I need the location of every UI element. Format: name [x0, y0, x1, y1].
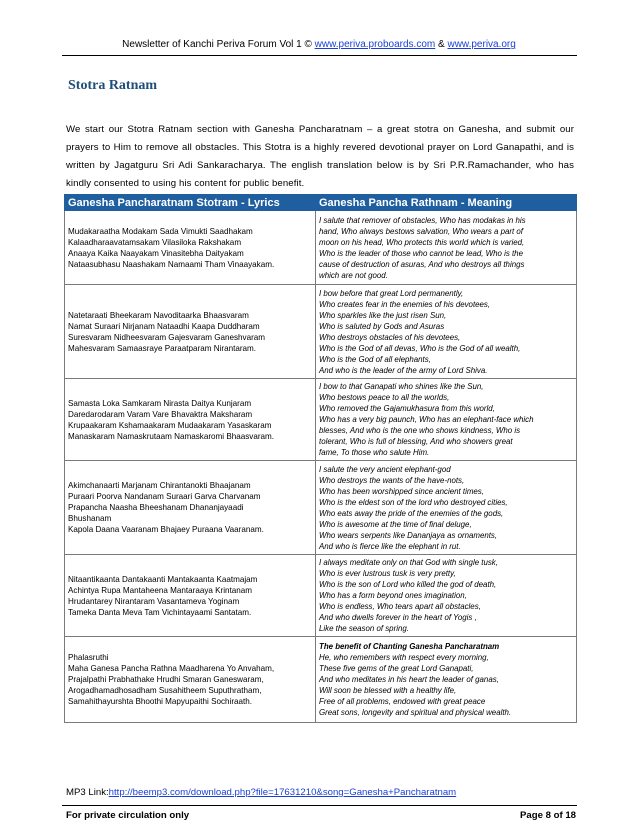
- lyrics-line: Mahesvaram Samaasraye Paraatparam Nirantaram.: [68, 343, 257, 353]
- meaning-line: Who is awesome at the time of final deluge,: [319, 519, 472, 529]
- meaning-line: Who is saluted by Gods and Asuras: [319, 321, 445, 331]
- lyrics-line: Namat Suraari Nirjanam Nataadhi Kaapa Duddharam: [68, 321, 260, 331]
- stotram-table: [64, 194, 577, 723]
- meaning-line: moon on his head, Who protects this world which is varied,: [319, 237, 525, 247]
- lyrics-cell: [65, 637, 316, 723]
- meaning-line: He, who remembers with respect every morning,: [319, 653, 489, 662]
- lyrics-line: Anaaya Kaika Naayakam Vinasitebha Daityakam: [68, 248, 244, 258]
- table-row: [65, 637, 577, 723]
- meaning-line: Who has a form beyond ones imagination,: [319, 591, 467, 600]
- lyrics-line: Kalaadharaavatamsakam Vilasiloka Rakshakam: [68, 237, 242, 247]
- mp3-link[interactable]: http://beemp3.com/download.php?file=17631210&song=Ganesha+Pancharatnam: [108, 787, 457, 798]
- meaning-line: And who is the leader of the army of Lord Shiva.: [319, 365, 488, 375]
- meaning-line: I always meditate only on that God with single tusk,: [319, 558, 498, 567]
- lyrics-line: Daredarodaram Varam Vare Bhavaktra Maksharam: [68, 409, 253, 419]
- meaning-cell: [316, 637, 577, 723]
- meaning-line: And who is fierce like the elephant in rut.: [319, 541, 461, 551]
- meaning-line: Who destroys the wants of the have-nots,: [319, 475, 465, 485]
- footer-circulation-note: For private circulation only: [66, 810, 190, 821]
- meaning-line: Who is the God of all elephants,: [319, 354, 431, 364]
- meaning-line: Who eats away the pride of the enemies of the gods,: [319, 508, 504, 518]
- lyrics-line: Samahithayurshta Bhoothi Mapyupaithi Sochiraath.: [68, 697, 253, 706]
- table-row: [65, 211, 577, 285]
- section-title: Stotra Ratnam: [68, 78, 158, 93]
- header-divider: [62, 55, 577, 56]
- lyrics-cell: [65, 285, 316, 379]
- meaning-cell: [316, 379, 577, 461]
- meaning-line: hand, Who always bestows salvation, Who wears a part of: [319, 226, 523, 236]
- meaning-line: blesses, And who is the one who shows kindness, Who is: [319, 426, 521, 435]
- meaning-line: Who has a very big paunch, Who has an elephant-face which: [319, 415, 534, 424]
- lyrics-line: Mudakaraatha Modakam Sada Vimukti Saadhakam: [68, 226, 253, 236]
- meaning-line: Who wears serpents like Dananjaya as ornaments,: [319, 530, 498, 540]
- lyrics-line: Krupaakaram Kshamaakaram Mudaakaram Yasaskaram: [68, 420, 272, 430]
- meaning-line: I salute the very ancient elephant-god: [319, 464, 451, 474]
- lyrics-line: Manaskaram Namaskrutaam Namaskaromi Bhaasvaram.: [68, 431, 275, 441]
- intro-paragraph: We start our Stotra Ratnam section with Ganesha Pancharatnam – a great stotra on Ganesha, and submit our prayers to Him to remove all obstacles. This Stotra is a highly revered devotional prayer on Lord Ganapathi, and is written by Jagatguru Sri Adi Sankaracharya. The english translation below is by Sri P.R.Ramachander, who has kindly consented to using his content for public benefit.: [66, 124, 574, 189]
- lyrics-line: Tameka Danta Meva Tam Vichintayaami Santatam.: [68, 607, 252, 617]
- meaning-line: cause of destruction of asuras, And who destroys all things: [319, 259, 525, 269]
- lyrics-line: Samasta Loka Samkaram Nirasta Daitya Kunjaram: [68, 398, 252, 408]
- lyrics-line: Nitaantikaanta Dantakaanti Mantakaanta Kaatmajam: [68, 574, 258, 584]
- lyrics-line: Achintya Rupa Mantaheena Mantaraaya Krintanam: [68, 585, 253, 595]
- meaning-line: tolerant, Who is full of blessing, And who showers great: [319, 437, 513, 446]
- page-number: Page 8 of 18: [520, 810, 576, 821]
- meaning-line: Great sons, longevity and spiritual and physical wealth.: [319, 708, 512, 717]
- mp3-link-line: [66, 787, 456, 798]
- lyrics-column-header: Ganesha Pancharatnam Stotram - Lyrics: [65, 195, 316, 211]
- forum-link[interactable]: www.periva.proboards.com: [314, 39, 436, 50]
- meaning-line: I bow to that Ganapati who shines like the Sun,: [319, 382, 484, 391]
- meaning-line: Like the season of spring.: [319, 624, 409, 633]
- meaning-line: Who is the son of Lord who killed the god of death,: [319, 580, 497, 589]
- meaning-line: Who creates fear in the enemies of his devotees,: [319, 299, 491, 309]
- meaning-line: Who bestows peace to all the worlds,: [319, 393, 450, 402]
- meaning-line: And who dwells forever in the heart of Yogis ,: [319, 613, 477, 622]
- phalasruthi-title: Phalasruthi: [68, 653, 109, 662]
- table-row: [65, 379, 577, 461]
- lyrics-line: Puraari Poorva Nandanam Suraari Garva Charvanam: [68, 492, 261, 501]
- lyrics-cell: [65, 379, 316, 461]
- periva-link[interactable]: www.periva.org: [447, 39, 516, 50]
- lyrics-line: Hrudantarey Nirantaram Vasantameva Yoginam: [68, 596, 240, 606]
- lyrics-line: Prajalpathi Prabhathake Hrudhi Smaran Ganeswaram,: [68, 675, 264, 684]
- lyrics-cell: [65, 211, 316, 285]
- meaning-line: fame, To those who salute Him.: [319, 448, 430, 457]
- meaning-line: Who removed the Gajamukhasura from this world,: [319, 404, 495, 413]
- benefit-title: The benefit of Chanting Ganesha Pancharatnam: [319, 642, 500, 651]
- table-row: [65, 285, 577, 379]
- meaning-line: Will soon be blessed with a healthy life,: [319, 686, 457, 695]
- meaning-line: Who has been worshipped since ancient times,: [319, 486, 484, 496]
- header-text: Newsletter of Kanchi Periva Forum Vol 1 ©: [122, 39, 315, 50]
- lyrics-cell: [65, 555, 316, 637]
- lyrics-line: Maha Ganesa Pancha Rathna Maadharena Yo Anvaham,: [68, 664, 275, 673]
- lyrics-line: Arogadhamadhosadham Susahitheem Suputhratham,: [68, 686, 262, 695]
- header-ampersand: &: [435, 39, 448, 50]
- meaning-line: Who is the eldest son of the lord who destroyed cities,: [319, 497, 508, 507]
- meaning-cell: [316, 555, 577, 637]
- table-row: [65, 555, 577, 637]
- footer-divider: [62, 805, 577, 806]
- table-header-row: [65, 195, 577, 211]
- meaning-line: Who is the leader of those who cannot be lead, Who is the: [319, 248, 523, 258]
- lyrics-line: Nataasubhasu Naashakam Namaami Tham Vinaayakam.: [68, 259, 275, 269]
- meaning-line: Who is endless, Who tears apart all obstacles,: [319, 602, 481, 611]
- lyrics-line: Prapancha Naasha Bheeshanam Dhananjayaadi: [68, 503, 244, 512]
- meaning-line: Who is the God of all devas, Who is the God of all wealth,: [319, 343, 521, 353]
- lyrics-line: Kapola Daana Vaaranam Bhajaey Puraana Vaaranam.: [68, 525, 264, 534]
- lyrics-line: Akimchanaarti Marjanam Chirantanokti Bhaajanam: [68, 481, 251, 490]
- lyrics-line: Natetaraati Bheekaram Navoditaarka Bhaasvaram: [68, 310, 249, 320]
- meaning-line: These five gems of the great Lord Ganapati,: [319, 664, 474, 673]
- page-header: [0, 38, 638, 51]
- mp3-label: MP3 Link:: [66, 787, 109, 798]
- meaning-line: And who meditates in his heart the leader of ganas,: [319, 675, 499, 684]
- table-row: [65, 461, 577, 555]
- meaning-cell: [316, 461, 577, 555]
- meaning-line: I bow before that great Lord permanently,: [319, 288, 464, 298]
- lyrics-line: Suresvaram Nidheesvaram Gajesvaram Ganeshvaram: [68, 332, 266, 342]
- meaning-cell: [316, 211, 577, 285]
- meaning-column-header: Ganesha Pancha Rathnam - Meaning: [316, 195, 577, 211]
- meaning-line: Who is ever lustrous tusk is very pretty,: [319, 569, 456, 578]
- meaning-line: I salute that remover of obstacles, Who has modakas in his: [319, 215, 526, 225]
- lyrics-cell: [65, 461, 316, 555]
- meaning-line: Who destroys obstacles of his devotees,: [319, 332, 461, 342]
- meaning-line: Free of all problems, endowed with great peace: [319, 697, 486, 706]
- meaning-cell: [316, 285, 577, 379]
- meaning-line: Who sparkles like the just risen Sun,: [319, 310, 447, 320]
- meaning-line: which are not good.: [319, 270, 388, 280]
- lyrics-line: Bhushanam: [68, 514, 112, 523]
